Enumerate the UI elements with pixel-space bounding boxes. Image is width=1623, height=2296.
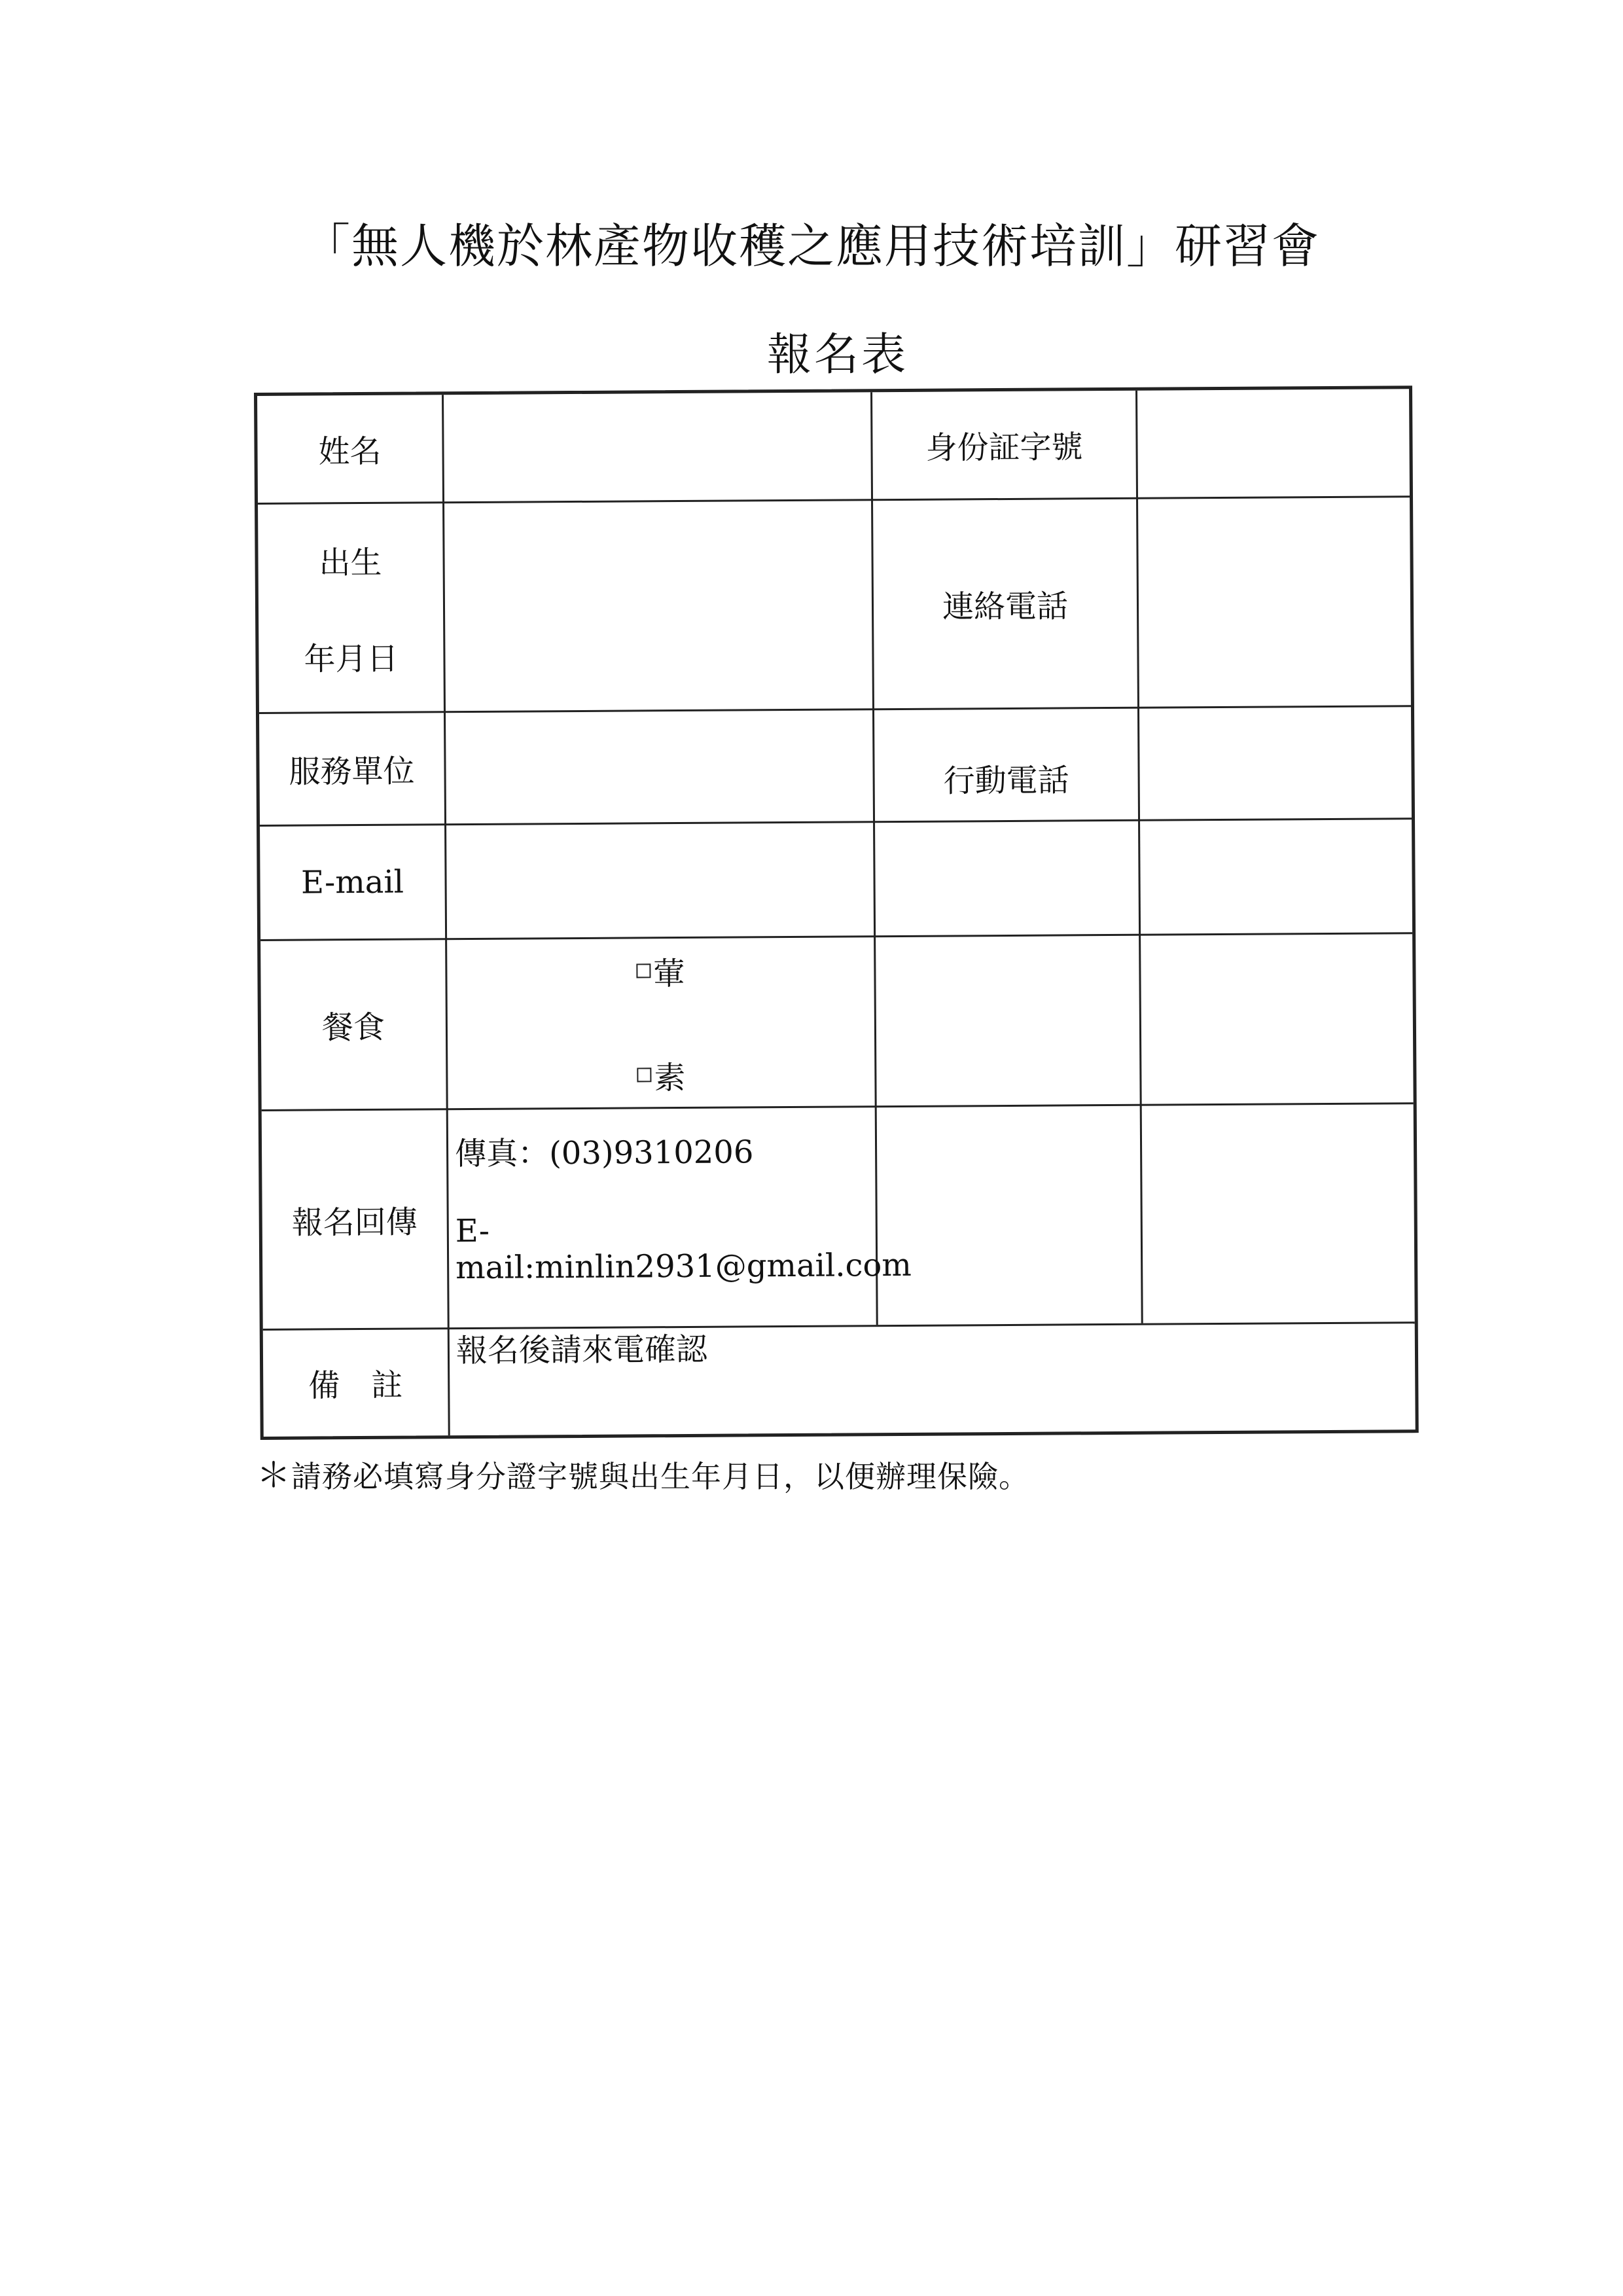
blank-cell <box>876 936 1140 1105</box>
birth-label-line1: 出生 <box>319 544 382 581</box>
page-title: 「無人機於林產物收穫之應用技術培訓」研習會 <box>302 219 1320 274</box>
phone-label: 連絡電話 <box>942 588 1069 626</box>
email-field[interactable] <box>446 823 874 938</box>
footer-note <box>257 1448 1029 1497</box>
organization-label: 服務單位 <box>289 753 415 791</box>
registration-table <box>254 386 1419 1440</box>
blank-cell <box>877 1106 1141 1325</box>
meat-checkbox[interactable] <box>636 963 651 978</box>
remarks-label: 備 註 <box>308 1367 403 1405</box>
meal-option-vegetarian[interactable] <box>637 1052 685 1097</box>
mobile-label: 行動電話 <box>943 762 1069 800</box>
reply-email: E-mail:minlin2931@gmail.com <box>455 1212 912 1287</box>
organization-field[interactable] <box>446 710 873 823</box>
phone-field[interactable] <box>1138 497 1411 707</box>
meal-options <box>447 937 875 1108</box>
reply-info <box>448 1107 912 1370</box>
note-asterisk: ＊ <box>257 1456 292 1496</box>
vegetarian-checkbox[interactable] <box>637 1067 651 1082</box>
name-label: 姓名 <box>318 433 382 471</box>
blank-cell <box>1141 934 1414 1104</box>
birth-date-field[interactable] <box>444 501 872 711</box>
note-text: 請務必填寫身分證字號與出生年月日，以便辦理保險。 <box>291 1459 1030 1494</box>
meal-label: 餐食 <box>321 1009 385 1047</box>
reply-label: 報名回傳 <box>291 1203 418 1242</box>
meat-option-label: 葷 <box>653 955 685 992</box>
form-subtitle: 報名表 <box>766 329 908 381</box>
email-label: E-mail <box>300 863 404 901</box>
mobile-field[interactable] <box>1139 707 1412 819</box>
birth-date-label <box>258 503 444 712</box>
remarks-field[interactable] <box>450 1323 1416 1434</box>
blank-cell <box>1142 1104 1415 1323</box>
blank-cell <box>1140 819 1412 934</box>
vegetarian-option-label: 素 <box>654 1059 686 1096</box>
blank-cell <box>875 821 1139 935</box>
id-number-label: 身份証字號 <box>925 429 1083 467</box>
id-number-field[interactable] <box>1137 389 1410 497</box>
reply-confirm: 報名後請來電確認 <box>455 1331 708 1370</box>
name-field[interactable] <box>444 392 871 501</box>
meal-option-meat[interactable] <box>636 948 685 993</box>
reply-fax: 傳真：(03)9310206 <box>454 1134 754 1173</box>
birth-label-line2: 年月日 <box>304 640 399 678</box>
